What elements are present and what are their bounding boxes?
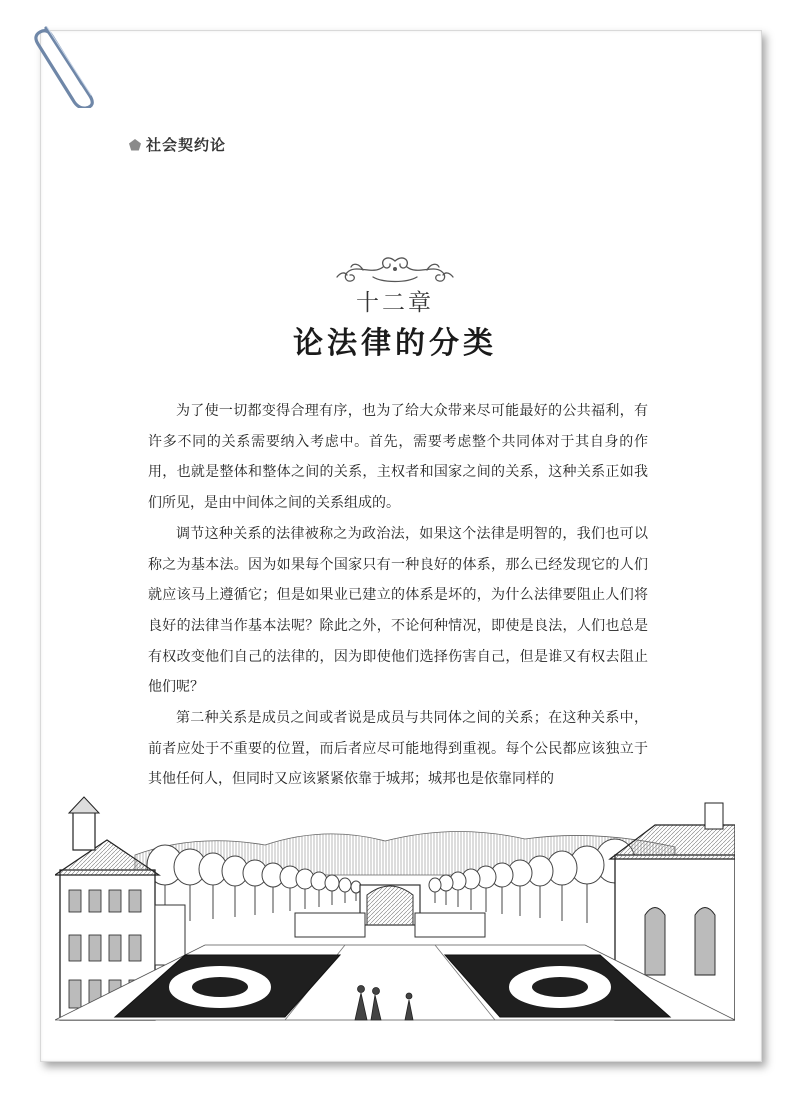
scroll-ornament — [333, 255, 457, 287]
chapter-number: 十二章 — [356, 290, 434, 316]
running-head — [128, 134, 226, 155]
chapter-title: 论法律的分类 — [293, 326, 497, 361]
garden-engraving — [55, 795, 735, 1030]
running-head-text: 社会契约论 — [146, 136, 227, 154]
paperclip-icon — [28, 18, 98, 108]
paragraph: 第二种关系是成员之间或者说是成员与共同体之间的关系；在这种关系中，前者应处于不重要的位置，而后者应尽可能地得到重视。每个公民都应该独立于其他任何人，但同时又应该紧紧依靠于城邦；城邦也是依靠同样的 — [148, 710, 648, 788]
pentagon-bullet-icon — [128, 138, 142, 152]
paragraph: 为了使一切都变得合理有序，也为了给大众带来尽可能最好的公共福利，有许多不同的关系需要纳入考虑中。首先，需要考虑整个共同体对于其自身的作用，也就是整体和整体之间的关系，主权者和国家之间的关系，这种关系正如我们所见，是由中间体之间的关系组成的。 — [148, 403, 648, 512]
body-text — [148, 396, 648, 795]
paragraph: 调节这种关系的法律被称之为政治法，如果这个法律是明智的，我们也可以称之为基本法。因为如果每个国家只有一种良好的体系，那么已经发现它的人们就应该马上遵循它；但是如果业已建立的体系是坏的，为什么法律要阻止人们将良好的法律当作基本法呢？除此之外，不论何种情况，即使是良法，人们也总是有权改变他们自己的法律的，因为即使他们选择伤害自己，但是谁又有权去阻止他们呢？ — [148, 525, 648, 696]
